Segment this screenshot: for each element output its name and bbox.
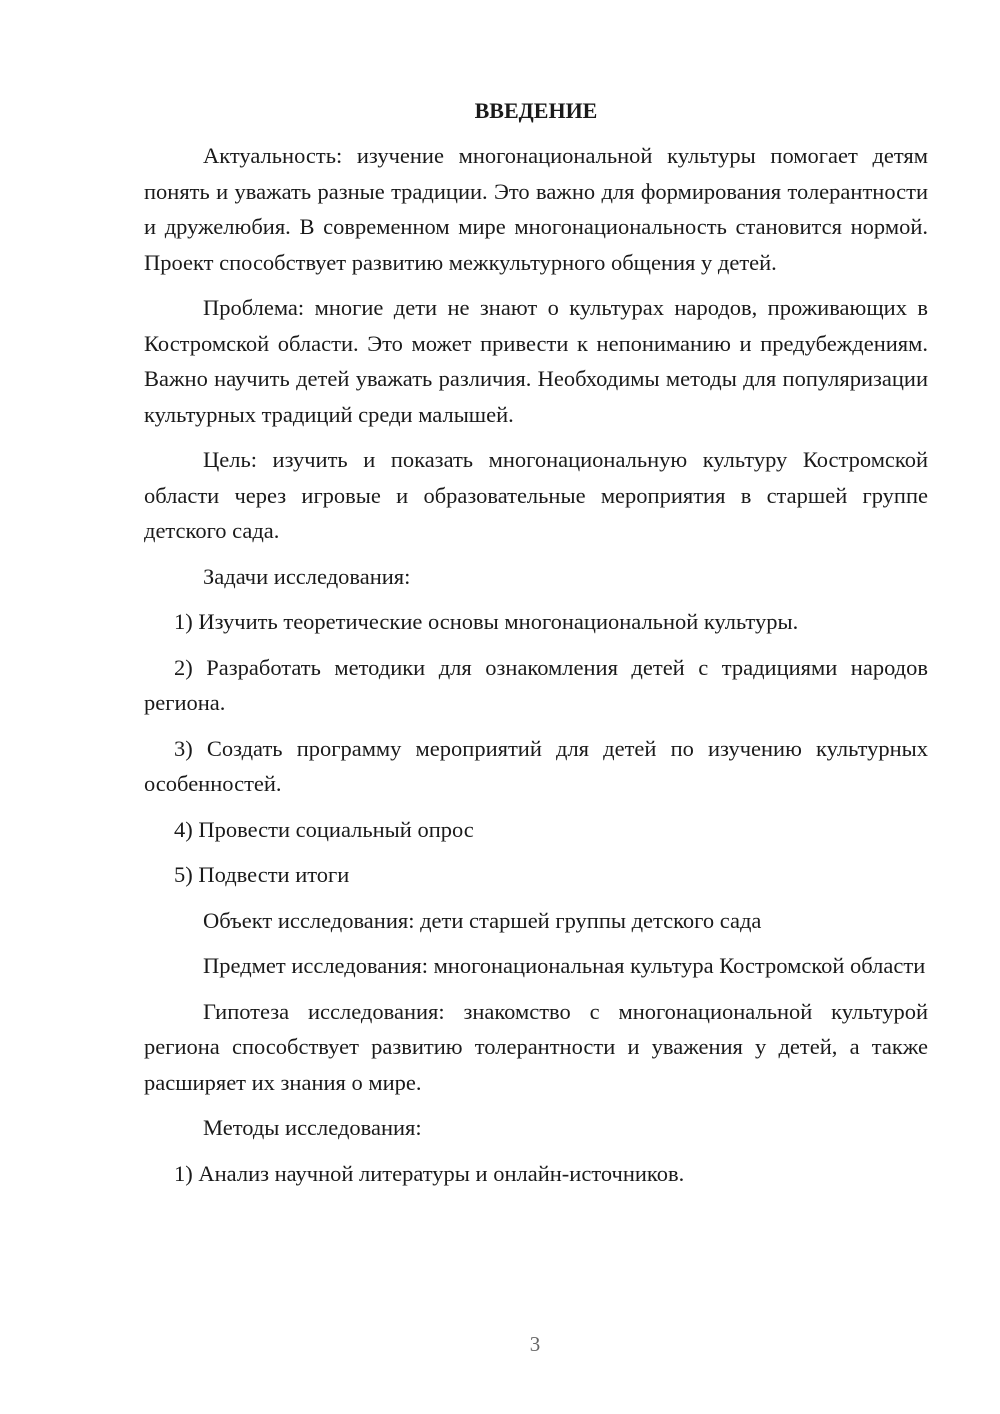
paragraph-methods-heading: Методы исследования: bbox=[203, 1115, 422, 1140]
list-item-task-1: 1) Изучить теоретические основы многонациональной культуры. bbox=[174, 609, 799, 634]
page-content bbox=[144, 96, 928, 1191]
paragraph-goal: Цель: изучить и показать многонациональную культуру Костромской области через игровые и образовательные мероприятия в старшей группе детского сада. bbox=[144, 447, 928, 543]
list-item-task-5: 5) Подвести итоги bbox=[174, 862, 350, 887]
list-item-task-3: 3) Создать программу мероприятий для детей по изучению культурных особенностей. bbox=[144, 735, 928, 796]
page-number: 3 bbox=[529, 1332, 541, 1356]
list-item-task-2: 2) Разработать методики для ознакомления детей с традициями народов региона. bbox=[144, 654, 928, 715]
paragraph-hypothesis: Гипотеза исследования: знакомство с многонациональной культурой региона способствует развитию толерантности и уважения у детей, а также расширяет их знания о мире. bbox=[144, 998, 928, 1095]
paragraph-object: Объект исследования: дети старшей группы детского сада bbox=[203, 907, 762, 933]
paragraph-problem: Проблема: многие дети не знают о культурах народов, проживающих в Костромской области. Это может привести к непониманию и предубеждениям. Важно научить детей уважать различия. Необходимы методы для популяризации культурных традиций среди малышей. bbox=[144, 295, 928, 427]
page-title: ВВЕДЕНИЕ bbox=[474, 98, 598, 123]
list-item-method-1: 1) Анализ научной литературы и онлайн-источников. bbox=[174, 1160, 685, 1186]
paragraph-subject: Предмет исследования: многонациональная культура Костромской области bbox=[203, 953, 926, 978]
paragraph-tasks-heading: Задачи исследования: bbox=[203, 563, 411, 589]
list-item-task-4: 4) Провести социальный опрос bbox=[174, 816, 474, 842]
paragraph-relevance: Актуальность: изучение многонациональной культуры помогает детям понять и уважать разные традиции. Это важно для формирования толерантности и дружелюбия. В современном мире многонациональность становится нормой. Проект способствует развитию межкультурного общения у детей. bbox=[144, 143, 928, 275]
